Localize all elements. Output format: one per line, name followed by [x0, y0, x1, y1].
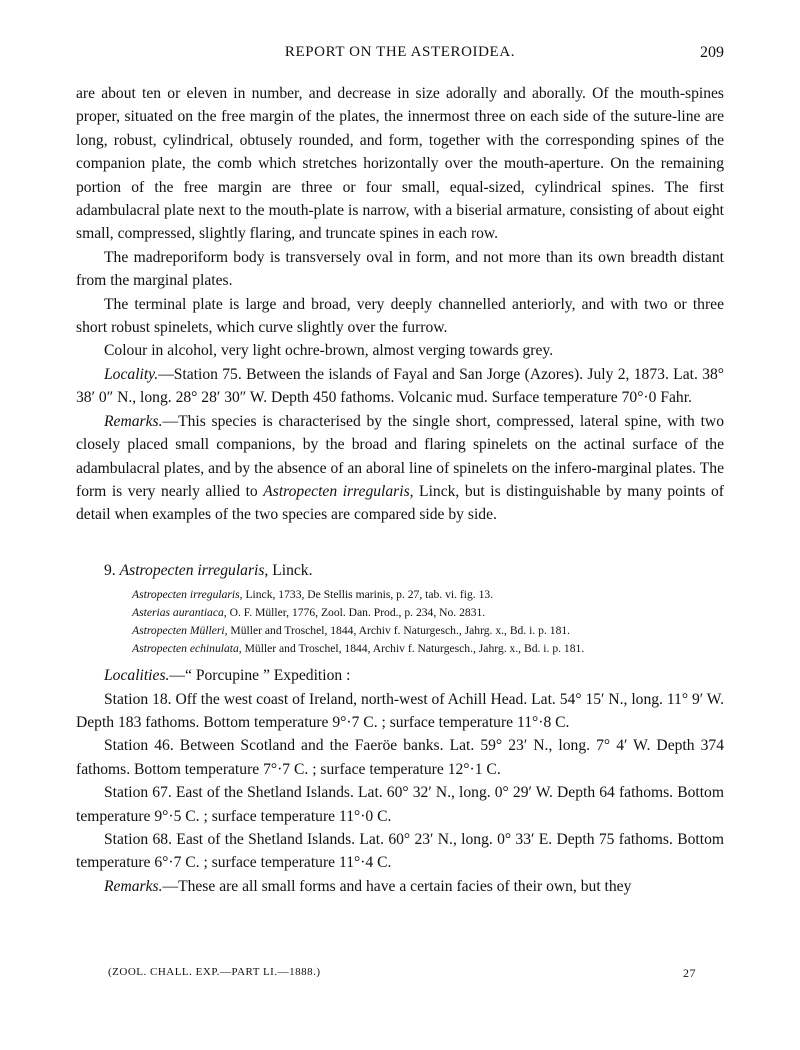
localities-heading	[76, 664, 724, 687]
species-number: 9.	[104, 561, 116, 579]
locality-label: Locality.	[104, 365, 159, 383]
synonym-reference: O. F. Müller, 1776, Zool. Dan. Prod., p. 234, No. 2831.	[226, 606, 486, 620]
remarks-species-name: Astropecten irregularis,	[263, 482, 414, 500]
page-number: 209	[700, 44, 724, 61]
species-name: Astropecten irregularis,	[119, 561, 269, 579]
paragraph-remarks	[76, 410, 724, 527]
remarks-text-1: —This species is characterised by the single short, compressed, lateral spine, with two closely placed small companions, by the broad and flaring spinelets on the actinal surface of the adambulacral plates, and by the absence of an aboral line of spinelets on the infero-marginal plates. The form is very nearly allied to	[76, 412, 724, 500]
remarks-label: Remarks.	[104, 877, 163, 895]
species-author: Linck.	[268, 561, 313, 579]
synonym-entry	[132, 622, 724, 640]
station-entry: Station 68. East of the Shetland Islands. Lat. 60° 23′ N., long. 0° 33′ E. Depth 75 fathoms. Bottom temperature 6°·7 C. ; surface temperature 11°·4 C.	[76, 830, 724, 872]
station-entry: Station 67. East of the Shetland Islands. Lat. 60° 32′ N., long. 0° 29′ W. Depth 64 fathoms. Bottom temperature 9°·5 C. ; surface temperature 11°·0 C.	[76, 784, 724, 825]
paragraph-localities-remarks	[76, 875, 724, 898]
paragraph-terminal-plate: The terminal plate is large and broad, very deeply channelled anteriorly, and with two or three short robust spinelets, which curve slightly over the furrow.	[76, 295, 724, 337]
synonym-name: Asterias aurantiaca,	[132, 606, 227, 620]
synonym-name: Astropecten echinulata,	[132, 642, 242, 656]
footer-citation: (ZOOL. CHALL. EXP.—PART LI.—1888.)	[108, 966, 321, 978]
synonym-reference: Linck, 1733, De Stellis marinis, p. 27, tab. vi. fig. 13.	[242, 588, 494, 602]
page-footer	[108, 966, 696, 984]
paragraph-colour: Colour in alcohol, very light ochre-brown, almost verging towards grey.	[104, 342, 554, 360]
paragraph-locality	[76, 363, 724, 410]
synonym-name: Astropecten irregularis,	[132, 588, 243, 602]
synonym-entry	[132, 640, 724, 658]
signature-mark: 27	[683, 966, 696, 980]
station-entry: Station 46. Between Scotland and the Faeröe banks. Lat. 59° 23′ N., long. 7° 4′ W. Depth 374 fathoms. Bottom temperature 7°·7 C. ; surface temperature 12°·1 C.	[76, 737, 724, 778]
synonym-reference: Müller and Troschel, 1844, Archiv f. Naturgesch., Jahrg. x., Bd. i. p. 181.	[241, 642, 585, 656]
synonym-name: Astropecten Mülleri,	[132, 624, 228, 638]
locality-text: —Station 75. Between the islands of Fayal and San Jorge (Azores). July 2, 1873. Lat. 38° 38′ 0″ N., long. 28° 28′ 30″ W. Depth 450 fathoms. Volcanic mud. Surface temperature 70°·0 Fahr.	[76, 365, 724, 407]
synonym-entry	[132, 586, 724, 604]
remarks-text: —These are all small forms and have a certain facies of their own, but they	[162, 877, 632, 895]
page-body	[76, 82, 724, 898]
paragraph-madreporiform: The madreporiform body is transversely oval in form, and not more than its own breadth distant from the marginal plates.	[76, 248, 724, 290]
remarks-text-2: Linck, but is distinguishable by many points of detail when examples of the two species are compared side by side.	[76, 482, 724, 524]
station-entry: Station 18. Off the west coast of Ireland, north-west of Achill Head. Lat. 54° 15′ N., long. 11° 9′ W. Depth 183 fathoms. Bottom temperature 9°·7 C. ; surface temperature 11°·8 C.	[76, 690, 724, 731]
synonymy-list	[132, 586, 724, 658]
running-head: REPORT ON THE ASTEROIDEA.	[284, 44, 516, 60]
synonym-entry	[132, 604, 724, 622]
species-heading	[76, 559, 724, 582]
localities-label: Localities.	[104, 667, 170, 685]
synonym-reference: Müller and Troschel, 1844, Archiv f. Naturgesch., Jahrg. x., Bd. i. p. 181.	[227, 624, 571, 638]
page-header	[76, 44, 724, 66]
paragraph-mouth-spines: are about ten or eleven in number, and decrease in size adorally and aborally. Of the mouth-spines proper, situated on the free margin of the plates, the innermost three on each side of the suture-line are long, robust, cylindrical, obtusely rounded, and form, together with the corresponding spines of the companion plate, the comb which stretches horizontally over the mouth-aperture. On the remaining portion of the free margin are three or four small, equal-sized, cylindrical spines. The first adambulacral plate next to the mouth-plate is narrow, with a biserial armature, consisting of about eight small, compressed, slightly flaring, and truncate spines in each row.	[76, 85, 724, 243]
localities-expedition: —“ Porcupine ” Expedition :	[169, 667, 351, 685]
remarks-label: Remarks.	[104, 412, 163, 430]
